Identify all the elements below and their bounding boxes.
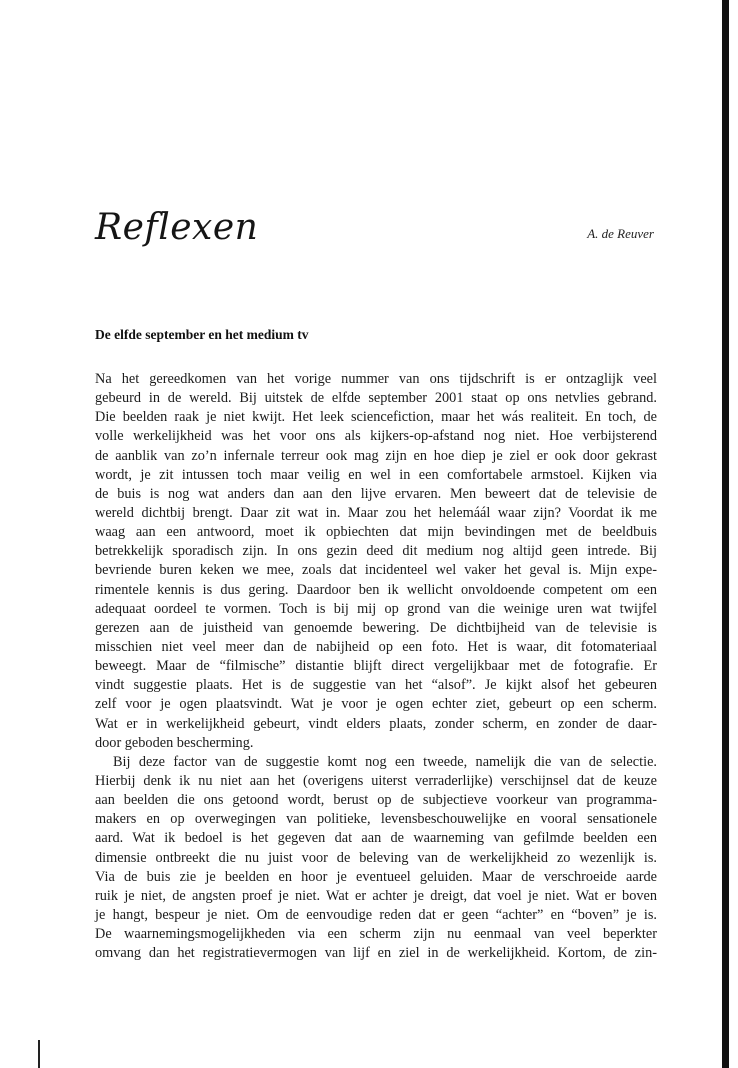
text-line: door geboden bescherming.: [95, 734, 254, 751]
text-line: Via de buis zie je beelden en hoor je eventueel geluiden. Maar de verschroeide aarde: [95, 868, 657, 885]
article-heading: De elfde september en het medium tv: [95, 327, 309, 342]
text-line: Hierbij denk ik nu niet aan het (overigens uiterst verraderlijke) verschijnsel dat de keuze: [95, 772, 657, 789]
text-line: betrekkelijk sporadisch zijn. In ons gezin deed dit medium nog altijd geen intrede. Bij: [95, 543, 657, 560]
page-edge-bottom: [38, 1063, 728, 1068]
text-line: zelf voor je ogen plaatsvindt. Wat je voor je ogen echter ziet, gebeurt op een scherm.: [95, 696, 657, 713]
text-line: Die beelden raak je niet kwijt. Het leek sciencefiction, maar het wás realiteit. En toch, de: [95, 409, 657, 426]
text-line: wereld dichtbij brengt. Daar zit wat in. Maar zou het helemáál waar zijn? Voordat ik me: [95, 504, 657, 521]
text-line: wordt, je zit intussen toch maar veilig en wel in een comfortabele armstoel. Kijken via: [95, 466, 657, 483]
text-line: adequaat oordeel te vormen. Toch is bij mij op grond van die weinige uren wat twijfel: [95, 600, 657, 617]
text-line: omvang dan het registratievermogen van lijf en ziel in de werkelijkheid. Kortom, de zin-: [95, 945, 657, 962]
text-line: Bij deze factor van de suggestie komt nog een tweede, namelijk die van de selectie.: [113, 753, 657, 770]
text-line: gebeurd in de wereld. Bij uitstek de elfde september 2001 staat op ons netvlies gebrand.: [95, 390, 657, 407]
text-line: ruik je niet, de angsten proef je niet. Wat er achter je dreigt, dat voel je niet. Wat er boven: [95, 887, 657, 904]
text-line: rimentele kennis is dus gering. Daardoor ben ik wellicht onvoldoende competent om een: [95, 581, 657, 598]
page-edge-right: [722, 0, 729, 1068]
text-line: De waarnemingsmogelijkheden via een scherm zijn nu eenmaal van veel beperkter: [95, 926, 657, 943]
text-line: de aanblik van zo’n infernale terreur ook mag zijn en hoe diep je ziel er ook door gekrast: [95, 447, 657, 464]
paragraph-1: [95, 370, 657, 753]
section-title: Reflexen: [95, 207, 259, 248]
text-line: de buis is nog wat anders dan aan den lijve ervaren. Men beweert dat de televisie de: [95, 485, 657, 502]
paragraph-2: [95, 753, 657, 964]
text-line: makers en op overwegingen van politieke, levensbeschouwelijke en vooral sensationele: [95, 811, 657, 828]
text-line: je hangt, bespeur je niet. Om de eenvoudige reden dat er geen “achter” en “boven” je is.: [95, 906, 657, 923]
text-line: gerezen aan de juistheid van genoemde bewering. De dichtbijheid van de televisie is: [95, 619, 657, 636]
text-line: volle werkelijkheid was het voor ons als kijkers-op-afstand nog niet. Hoe verbijsterend: [95, 428, 657, 445]
text-line: aan beelden die ons getoond wordt, berust op de subjectieve voorkeur van programma-: [95, 792, 657, 809]
text-line: bevriende buren keken we mee, zoals dat incidenteel wel vaker het geval is. Mijn expe-: [95, 562, 657, 579]
text-line: dimensie ontbreekt die nu juist voor de beleving van de werkelijkheid zo wezenlijk is.: [95, 849, 657, 866]
text-line: beweegt. Maar de “filmische” distantie blijft direct vergelijkbaar met de fotografie. Er: [95, 658, 657, 675]
text-line: Na het gereedkomen van het vorige nummer van ons tijdschrift is er ontzaglijk veel: [95, 371, 657, 387]
text-line: misschien niet veel meer dan de nabijheid op een foto. Het is waar, dit fotomateriaal: [95, 638, 657, 655]
author: A. de Reuver: [587, 226, 654, 241]
text-line: vindt suggestie plaats. Het is de suggestie van het “alsof”. Je kijkt alsof het gebeuren: [95, 677, 657, 694]
text-line: waag aan een antwoord, moet ik opbiechten dat mijn bevindingen met de beeldbuis: [95, 524, 657, 541]
text-line: Wat er in werkelijkheid gebeurt, vindt elders plaats, zonder scherm, en zonder de daar-: [95, 715, 657, 732]
text-line: aard. Wat ik bedoel is het gegeven dat aan de waarneming van gefilmde beelden een: [95, 830, 657, 847]
article-body: [95, 370, 657, 963]
